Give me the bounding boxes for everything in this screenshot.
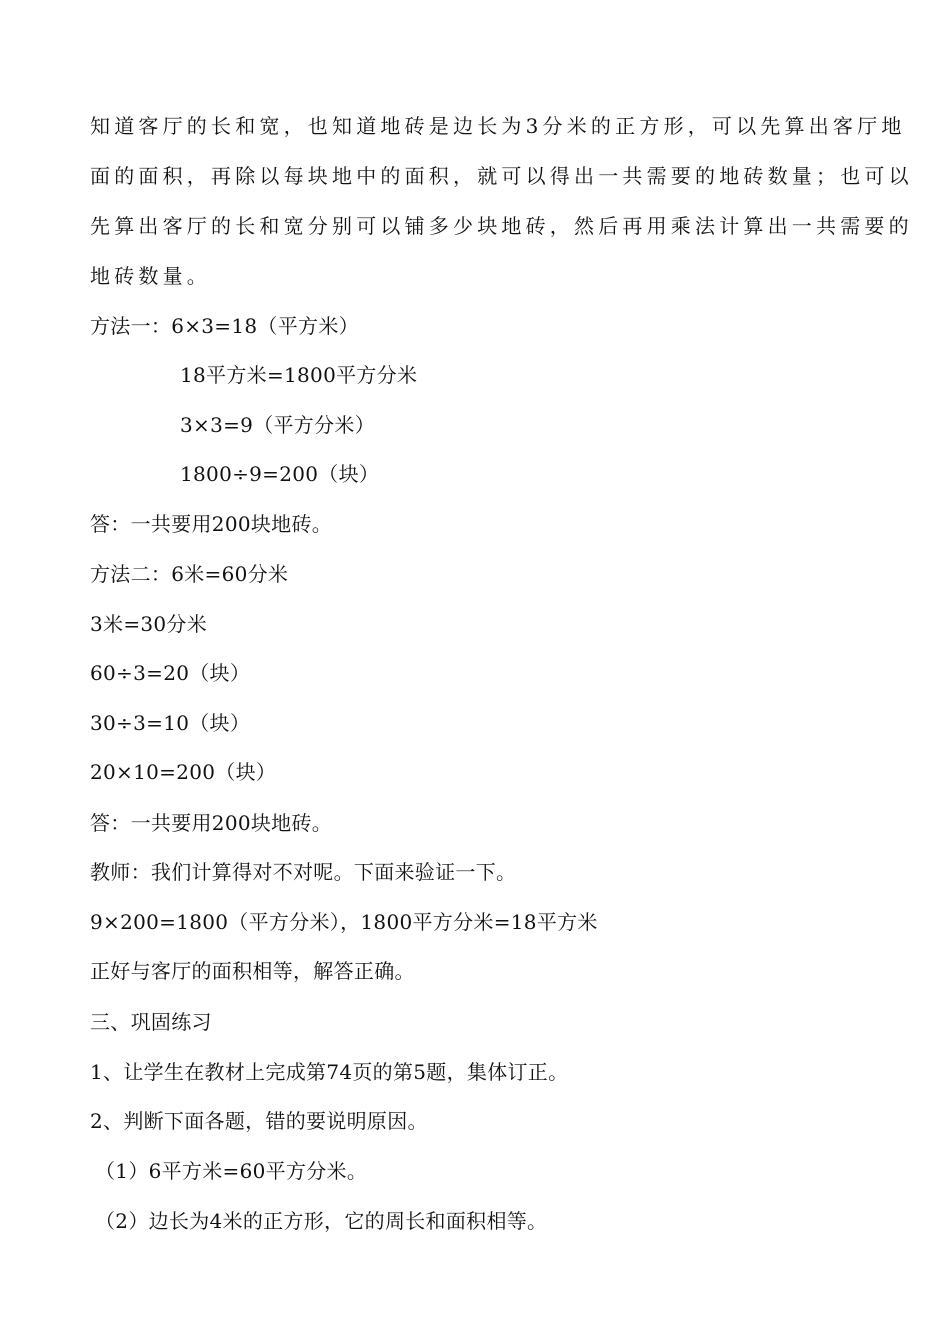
section-heading: 三、巩固练习 [90, 1010, 212, 1034]
method1-answer: 答：一共要用200块地砖。 [90, 512, 333, 536]
paragraph-line-3: 先算出客厅的长和宽分别可以铺多少块地砖，然后再用乘法计算出一共需要的 [90, 214, 913, 238]
practice-subitem-1: （1）6平方米=60平方分米。 [95, 1159, 368, 1183]
method1-step-2: 3×3=9（平方分米） [180, 413, 375, 437]
method2-step-3: 30÷3=10（块） [90, 711, 251, 735]
practice-subitem-2: （2）边长为4米的正方形，它的周长和面积相等。 [95, 1209, 548, 1233]
paragraph-line-4: 地砖数量。 [90, 264, 211, 288]
method2-step-1: 3米=30分米 [90, 612, 208, 636]
teacher-line: 教师：我们计算得对不对呢。下面来验证一下。 [90, 860, 517, 884]
method1-label: 方法一：6×3=18（平方米） [90, 314, 359, 338]
method2-step-2: 60÷3=20（块） [90, 661, 251, 685]
paragraph-line-2: 面的面积，再除以每块地中的面积，就可以得出一共需要的地砖数量；也可以 [90, 164, 913, 188]
practice-item-2: 2、判断下面各题，错的要说明原因。 [90, 1109, 428, 1133]
method2-label: 方法二：6米=60分米 [90, 562, 289, 586]
verify-calc: 9×200=1800（平方分米），1800平方分米=18平方米 [90, 910, 598, 934]
paragraph-line-1: 知道客厅的长和宽，也知道地砖是边长为3分米的正方形，可以先算出客厅地 [90, 114, 906, 138]
method2-step-4: 20×10=200（块） [90, 760, 277, 784]
method1-step-1: 18平方米=1800平方分米 [180, 363, 418, 387]
method1-step-3: 1800÷9=200（块） [180, 462, 380, 486]
verify-conclusion: 正好与客厅的面积相等，解答正确。 [90, 959, 415, 983]
method2-answer: 答：一共要用200块地砖。 [90, 811, 333, 835]
practice-item-1: 1、让学生在教材上完成第74页的第5题，集体订正。 [90, 1060, 569, 1084]
